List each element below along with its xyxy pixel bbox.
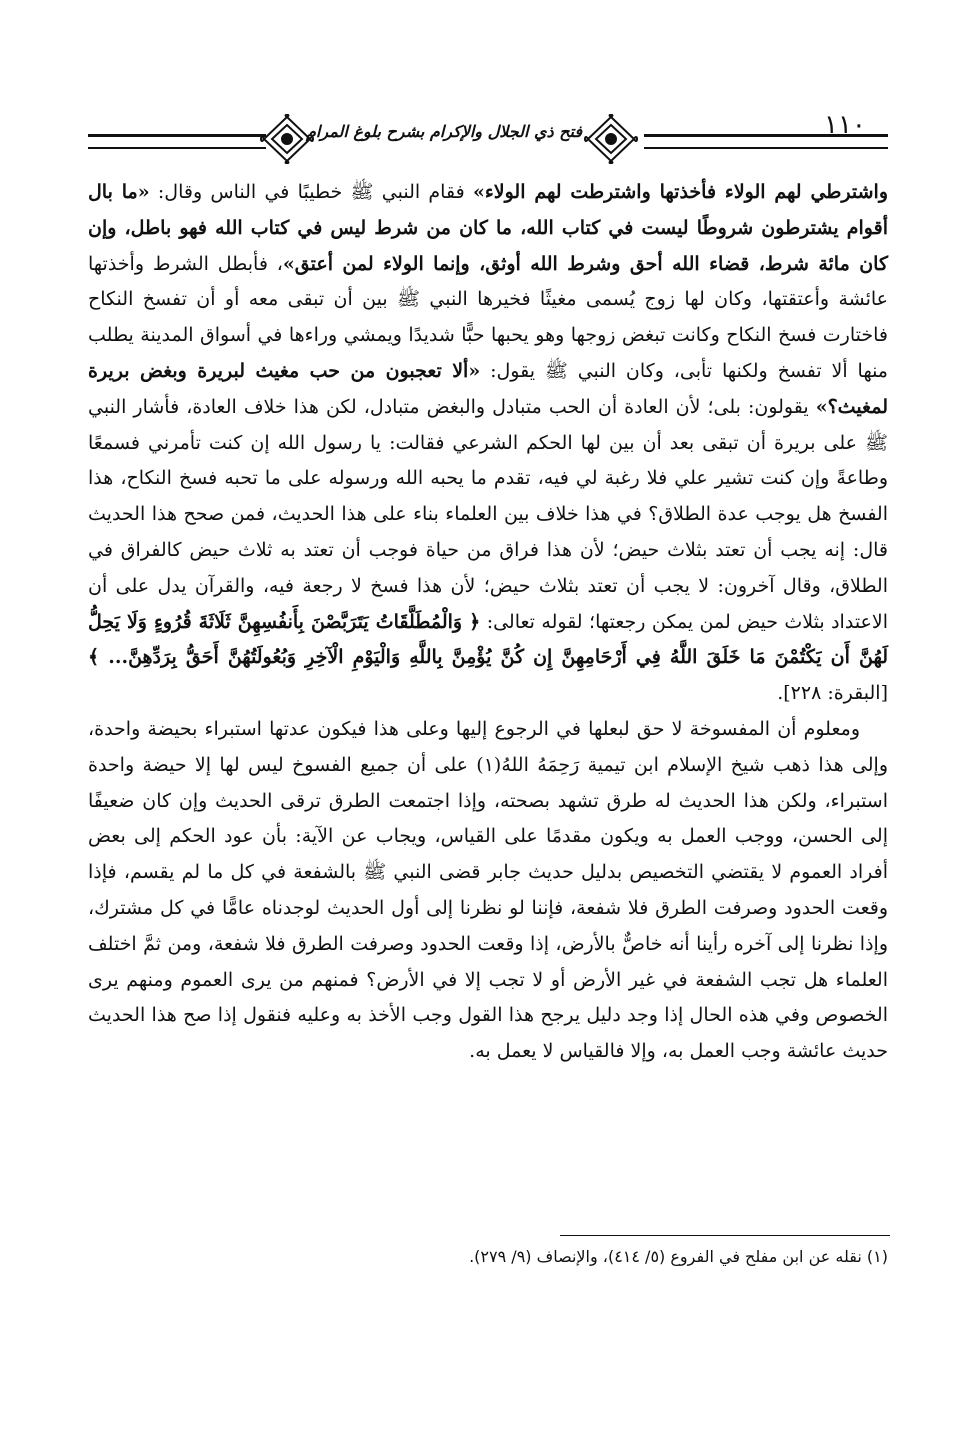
- paragraph-1: [88, 175, 888, 712]
- running-title: فتح ذي الجلال والإكرام بشرح بلوغ المرام: [306, 122, 582, 141]
- quran-verse: ﴿ وَالْمُطَلَّقَاتُ يَتَرَبَّصْنَ بِأَنفُسِهِنَّ ثَلَاثَةَ قُرُوءٍ وَلَا يَحِلُّ لَهُنَّ أَن يَكْتُمْنَ مَا خَلَقَ اللَّهُ فِي أَرْحَامِهِنَّ إِن كُنَّ يُؤْمِنَّ بِاللَّهِ وَالْيَوْمِ الْآخِرِ وَبُعُولَتُهُنَّ أَحَقُّ بِرَدِّهِنَّ... ﴾: [88, 610, 888, 669]
- header-rule-right: [644, 134, 888, 149]
- footnote: (١) نقله عن ابن مفلح في الفروع (٥/ ٤١٤)، والإنصاف (٩/ ٢٧٩).: [469, 1247, 888, 1266]
- hadith-quote-1: واشترطي لهم الولاء فأخذتها واشترطت لهم الولاء»: [472, 181, 888, 203]
- paragraph-1-text-a: فقام النبي ﷺ خطيبًا في الناس وقال:: [149, 181, 473, 203]
- hadith-quote-3: «ألا تعجبون من حب مغيث لبريرة وبغض بريرة لمغيث؟»: [88, 359, 888, 418]
- header-rule-left: [88, 134, 266, 149]
- paragraph-1-text-c: يقولون: بلى؛ لأن العادة أن الحب متبادل والبغض متبادل، لكن هذا خلاف العادة، فأشار النبي ﷺ على بريرة أن تبقى بعد أن بين لها الحكم الشرعي فقالت: يا رسول الله إن كنت تأمرني فسمعًا وطاعةً وإن كنت تشير علي فلا رغبة لي فيه، تقدم ما يحبه الله ورسوله على ما تحبه فسخ النكاح، هذا الفسخ هل يوجب عدة الطلاق؟ في هذا خلاف بين العلماء بناء على هذا الحديث، فمن صحح هذا الحديث قال: إنه يجب أن تعتد بثلاث حيض؛ لأن هذا فراق من حياة فوجب أن تعتد به ثلاث حيض كالفراق في الطلاق، وقال آخرون: لا يجب أن تعتد بثلاث حيض؛ لأن هذا فسخ لا رجعة فيه، والقرآن يدل على أن الاعتداد بثلاث حيض لمن يمكن رجعتها؛ لقوله تعالى:: [88, 395, 888, 633]
- paragraph-1-text-b: ، فأبطل الشرط وأخذتها عائشة وأعتقتها، وكان لها زوج يُسمى مغيثًا فخيرها النبي ﷺ بين أن تبقى معه أو أن تفسخ النكاح فاختارت فسخ النكاح وكانت تبغض زوجها وهو يحبها حبًّا شديدًا ويمشي وراءها في أسواق المدينة يطلب منها ألا تفسخ ولكنها تأبى، وكان النبي ﷺ يقول:: [88, 252, 888, 382]
- footnote-divider: [560, 1235, 890, 1236]
- ornament-right-icon: [582, 114, 640, 164]
- body-text: [88, 175, 888, 1070]
- paragraph-2: ومعلوم أن المفسوخة لا حق لبعلها في الرجوع إليها وعلى هذا فيكون عدتها استبراء بحيضة واحدة، وإلى هذا ذهب شيخ الإسلام ابن تيمية رَحِمَهُ اللهُ(١) على أن جميع الفسوخ ليس لها إلا حيضة واحدة استبراء، ولكن هذا الحديث له طرق تشهد بصحته، وإذا اجتمعت الطرق ترقى الحديث وإن كان ضعيفًا إلى الحسن، ووجب العمل به ويكون مقدمًا على القياس، ويجاب عن الآية: بأن عود الحكم إلى بعض أفراد العموم لا يقتضي التخصيص بدليل حديث جابر قضى النبي ﷺ بالشفعة في كل ما لم يقسم، فإذا وقعت الحدود وصرفت الطرق فلا شفعة، فإننا لو نظرنا إلى أول الحديث لوجدناه عامًّا في كل مشترك، وإذا نظرنا إلى آخره رأينا أنه خاصٌّ بالأرض، إذا وقعت الحدود وصرفت الطرق فلا شفعة، ومن ثمَّ اختلف العلماء هل تجب الشفعة في غير الأرض أو لا تجب إلا في الأرض؟ فمنهم من يرى العموم ومنهم يرى الخصوص وفي هذه الحال إذا وجد دليل يرجح هذا القول وجب الأخذ به وعليه فنقول إذا صح هذا الحديث حديث عائشة وجب العمل به، وإلا فالقياس لا يعمل به.: [88, 717, 888, 1063]
- hadith-quote-2: «ما بال أقوام يشترطون شروطًا ليست في كتاب الله، ما كان من شرط ليس في كتاب الله فهو باطل، وإن كان مائة شرط، قضاء الله أحق وشرط الله أوثق، وإنما الولاء لمن أعتق»: [88, 181, 888, 275]
- page-number: ١١٠: [824, 110, 866, 140]
- verse-reference: [البقرة: ٢٢٨].: [777, 682, 888, 705]
